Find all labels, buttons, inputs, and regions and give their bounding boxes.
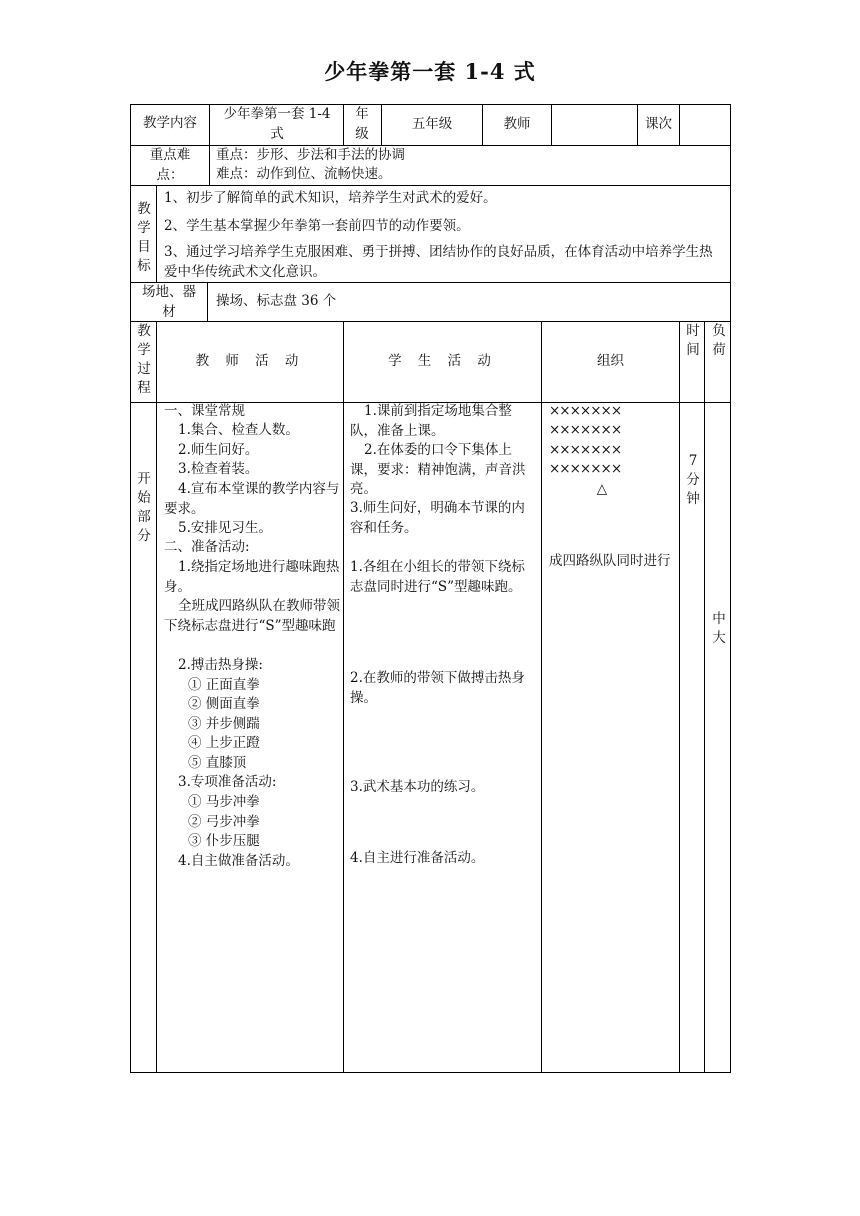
teacher-line: ③ 并步侧踹: [188, 716, 260, 732]
student-block: 3.师生问好，明确本节课的内容和任务。: [350, 500, 525, 536]
teacher-line: ② 弓步冲拳: [188, 814, 260, 830]
organization-header: 组织: [597, 353, 624, 369]
teacher-line: 一、课堂常规: [164, 403, 245, 419]
start-section-load: 中大: [712, 611, 726, 646]
teacher-line: 1.集合、检查人数。: [178, 422, 299, 438]
teacher-activity-header: 教 师 活 动: [195, 353, 305, 369]
formation-row: ×××××××: [549, 403, 622, 419]
grade-label: 年级: [355, 106, 369, 142]
key-point: 重点：步形、步法和手法的协调: [216, 147, 405, 163]
student-activity-header: 学 生 活 动: [388, 353, 497, 369]
objectives-label: 教学目标: [137, 201, 151, 274]
formation-row: ×××××××: [549, 461, 622, 477]
teacher-line: 4.自主做准备活动。: [178, 853, 299, 869]
teacher-line: 4.宣布本堂课的教学内容与要求。: [164, 481, 340, 517]
venue-value: 操场、标志盘 36 个: [216, 293, 337, 309]
formation-row: ×××××××: [549, 442, 622, 458]
key-points-label: 重点难点：: [149, 147, 191, 183]
teacher-label: 教师: [503, 116, 531, 132]
student-block: 1.各组在小组长的带领下绕标志盘同时进行“S”型趣味跑。: [350, 559, 525, 595]
teacher-line: ② 侧面直拳: [188, 696, 260, 712]
time-header: 时间: [686, 323, 700, 358]
objective-item-1: 1、初步了解简单的武术知识，培养学生对武术的爱好。: [164, 190, 497, 206]
teacher-line: 2.搏击热身操:: [178, 657, 263, 673]
objective-item-3: 3、通过学习培养学生克服困难、勇于拼搏、团结协作的良好品质，在体育活动中培养学生热爱中华传统武术文化意识。: [164, 244, 713, 280]
teacher-line: 全班成四路纵队在教师带领下绕标志盘进行“S”型趣味跑: [164, 598, 340, 634]
teacher-line: ④ 上步正蹬: [188, 735, 260, 751]
teacher-line: 1.绕指定场地进行趣味跑热身。: [164, 559, 340, 595]
teacher-line: 3.检查着装。: [178, 461, 259, 477]
teacher-line: 3.专项准备活动:: [178, 774, 277, 790]
difficulty-point: 难点：动作到位、流畅快速。: [216, 166, 392, 182]
student-block: 2.在体委的口令下集体上课，要求：精神饱满，声音洪亮。: [350, 442, 526, 497]
content-value: 少年拳第一套 1-4 式: [223, 106, 331, 142]
objective-item-2: 2、学生基本掌握少年拳第一套前四节的动作要领。: [164, 218, 470, 234]
teacher-line: 5.安排见习生。: [178, 520, 272, 536]
load-header: 负荷: [712, 323, 726, 358]
teacher-line: 二、准备活动:: [164, 539, 250, 555]
student-block: 3.武术基本功的练习。: [350, 779, 485, 795]
student-block: 2.在教师的带领下做搏击热身操。: [350, 670, 525, 706]
lesson-label: 课次: [645, 116, 672, 132]
formation-teacher-marker: △: [596, 481, 608, 497]
teacher-line: ⑤ 直膝顶: [188, 755, 247, 771]
student-block: 1.课前到指定场地集合整队，准备上课。: [350, 403, 512, 439]
teacher-line: ③ 仆步压腿: [188, 833, 260, 849]
formation-row: ×××××××: [549, 422, 622, 438]
teacher-line: 2.师生问好。: [178, 442, 259, 458]
venue-label: 场地、器材: [142, 284, 196, 320]
page-title: 少年拳第一套 1-4 式: [324, 59, 536, 84]
teacher-line: ① 马步冲拳: [188, 794, 260, 810]
organization-note: 成四路纵队同时进行: [549, 553, 671, 569]
start-section-time: 7分钟: [686, 453, 700, 507]
teacher-line: ① 正面直拳: [188, 677, 260, 693]
content-label: 教学内容: [143, 115, 197, 131]
grade-value: 五年级: [411, 116, 453, 132]
process-label: 教学过程: [137, 323, 151, 396]
start-section-label: 开始部分: [137, 471, 151, 544]
student-block: 4.自主进行准备活动。: [350, 850, 485, 866]
